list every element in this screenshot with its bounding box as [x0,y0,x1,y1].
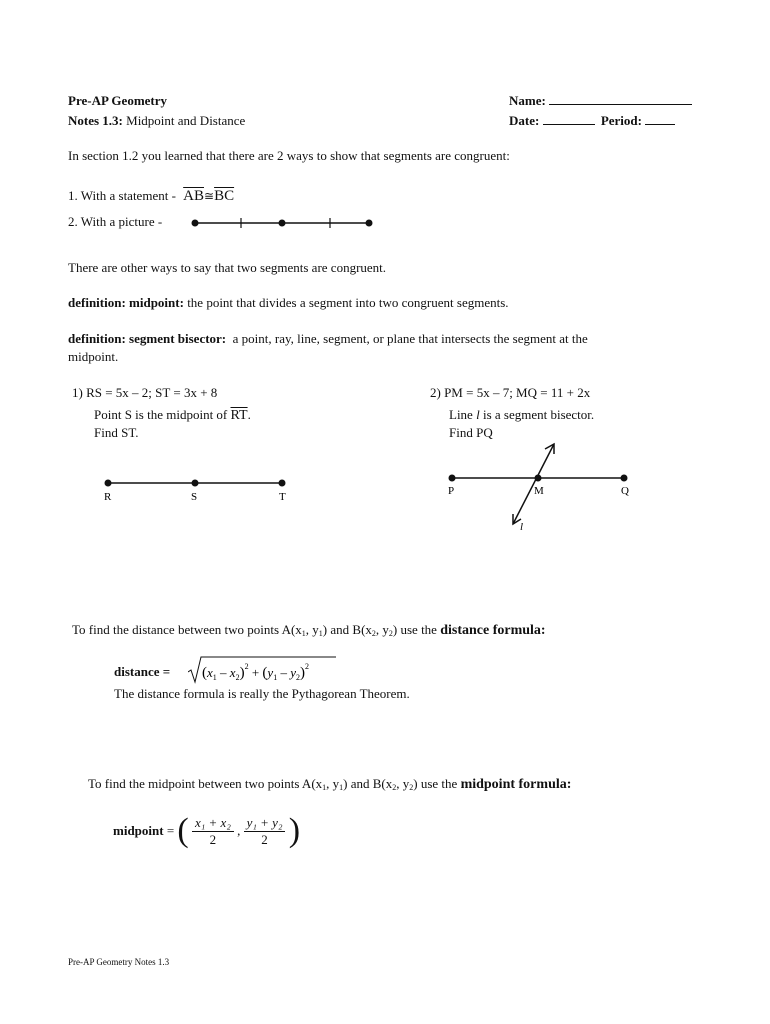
problem2-find: Find PQ [449,425,493,440]
point-t [279,480,286,487]
picture-endpoint-left [192,220,199,227]
intro-item-2: 2. With a picture - [68,214,163,229]
distance-expression-text: $(x_1 - x_2)^2 + (y_1 - y_2)^2$ [202,662,309,682]
bisector-line-l [513,444,554,524]
problem2-diagram [440,440,640,532]
midpoint-y-fraction: $\frac{\text{y₁ + y₂}}{2}$ [244,815,286,848]
bisector-definition: definition: segment bisector: a point, ray, line, segment, or plane that intersects the segment at the [68,331,588,346]
congruence-picture [186,215,382,231]
intro-item-1: 1. With a statement - $\overline{AB}≅\overline{BC}$ [68,188,235,204]
picture-midpoint [279,220,286,227]
point-p [449,475,456,482]
notes-title: Notes 1.3: Midpoint and Distance [68,113,246,128]
left-paren: ( [177,812,189,849]
problem1-given: Point S is the midpoint of $\overline{RT}$. [94,407,251,423]
label-m: M [534,485,544,497]
point-s [192,480,199,487]
date-blank[interactable] [543,113,595,125]
problem1-diagram [96,474,296,506]
problem1-statement: 1) RS = 5x – 2; ST = 3x + 8 [72,385,218,400]
name-field[interactable]: Name: [509,93,692,109]
point-q [621,475,628,482]
midpoint-definition: definition: midpoint: the point that divides a segment into two congruent segments. [68,295,509,310]
label-p: P [448,485,455,497]
label-l: l [520,521,524,532]
distance-formula-expression [188,655,338,685]
intro-text: In section 1.2 you learned that there are 2 ways to show that segments are congruent: [68,148,510,163]
problem2-statement: 2) PM = 5x – 7; MQ = 11 + 2x [430,385,591,400]
label-q: Q [621,485,629,497]
bisector-definition-cont: midpoint. [68,349,119,364]
course-title: Pre-AP Geometry [68,93,168,108]
distance-intro: To find the distance between two points $A(x_1$, $y_1$) and $B(x_2$, $y_2$) use the distance formula: [72,622,546,638]
other-ways-text: There are other ways to say that two segments are congruent. [68,260,387,275]
footer: Pre-AP Geometry Notes 1.3 [68,957,170,967]
label-t: T [279,491,286,503]
midpoint-intro: To find the midpoint between two points $A(x_1$, $y_1$) and $B(x_2$, $y_2$) use the midpoint formula: [88,776,572,792]
name-blank[interactable] [549,93,692,105]
right-paren: ) [288,812,301,849]
period-blank[interactable] [645,113,675,125]
distance-formula: distance = [114,664,171,679]
midpoint-formula: midpoint = ( $\frac{\text{x₁ + x₂}}{2}$ , $\frac{\text{y₁ + y₂}}{2}$ ) [113,812,301,849]
problem2-given: Line l is a segment bisector. [449,407,595,422]
date-period-field[interactable]: Date: Period: [509,113,675,129]
distance-note: The distance formula is really the Pythagorean Theorem. [114,686,410,701]
label-r: R [104,491,112,503]
label-s: S [191,491,198,503]
point-r [105,480,112,487]
problem1-find: Find ST. [94,425,139,440]
picture-endpoint-right [366,220,373,227]
midpoint-x-fraction: $\frac{\text{x₁ + x₂}}{2}$ [192,815,234,848]
